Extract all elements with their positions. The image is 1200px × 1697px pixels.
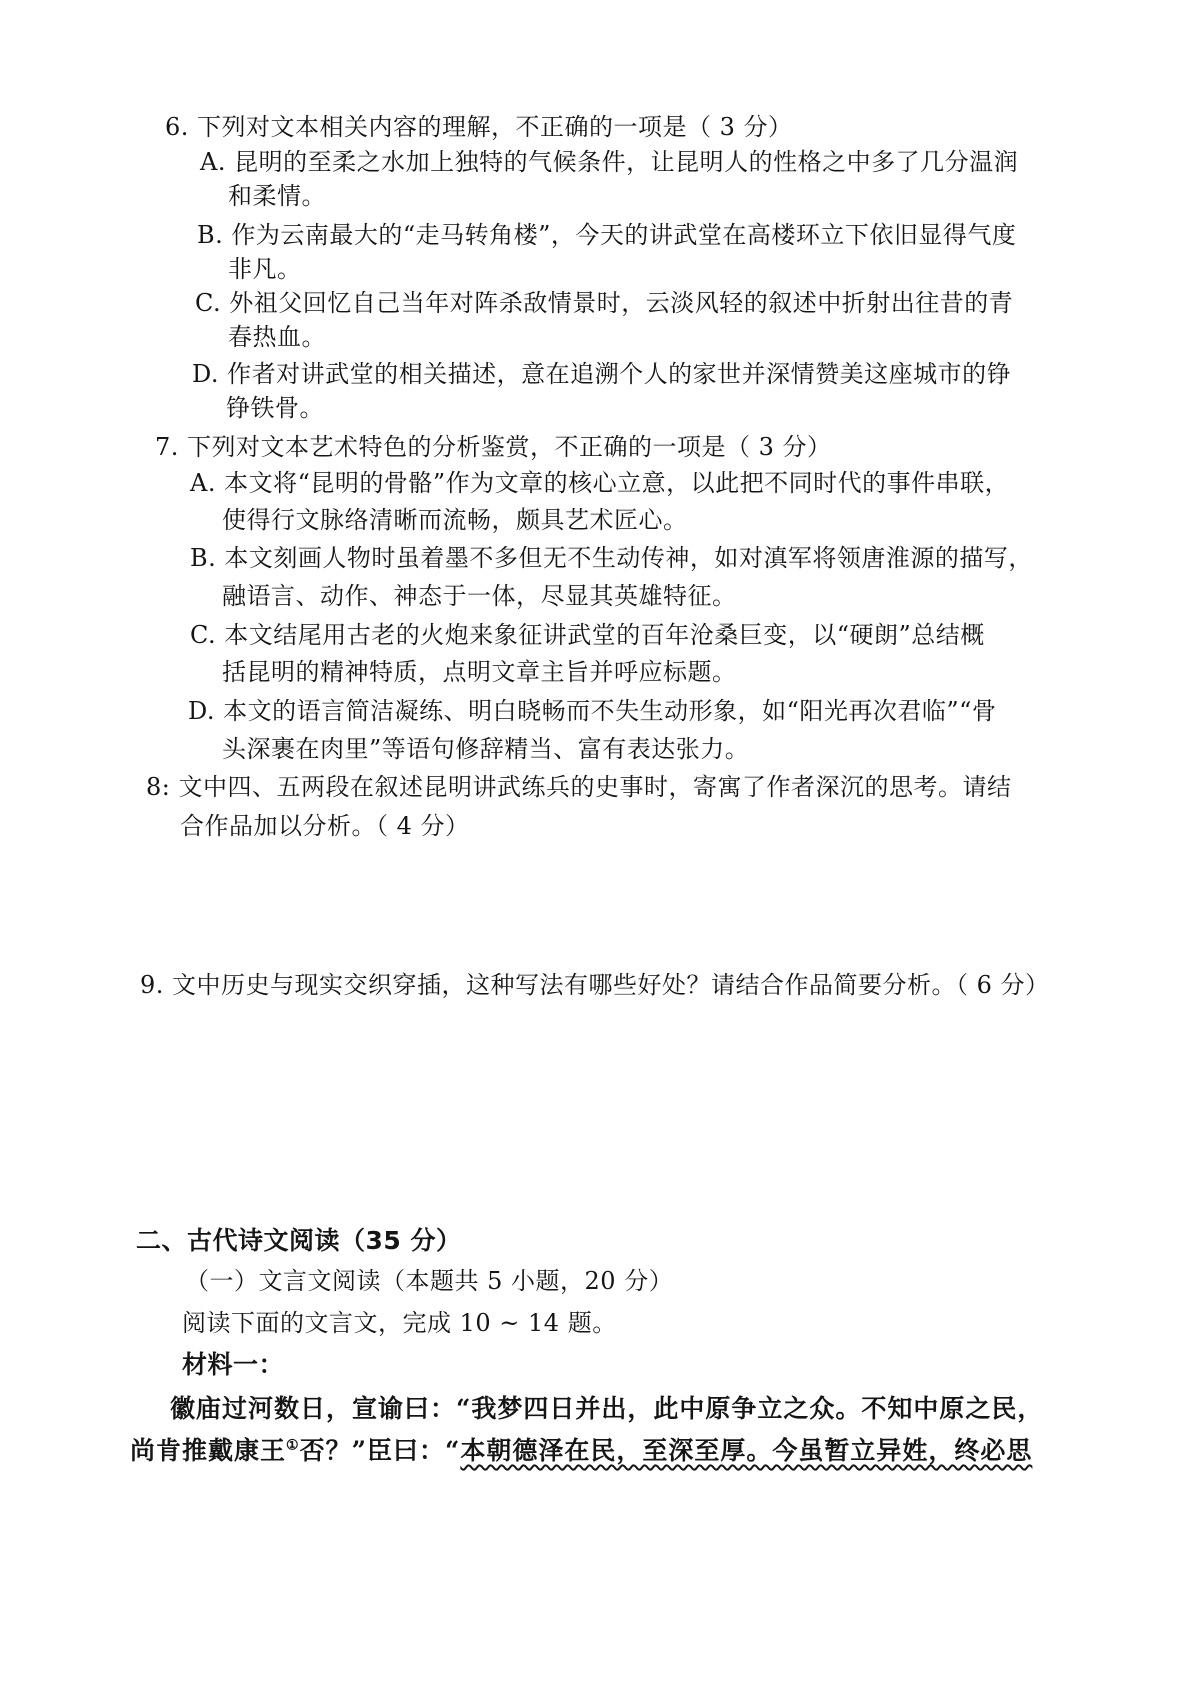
q6-stem: 6. 下列对文本相关内容的理解，不正确的一项是（ 3 分） bbox=[165, 113, 793, 141]
section2-subheading: （一）文言文阅读（本题共 5 小题，20 分） bbox=[185, 1267, 674, 1295]
q6-option-c-line1: C. 外祖父回忆自己当年对阵杀敌情景时，云淡风轻的叙述中折射出往昔的青 bbox=[195, 289, 1014, 317]
q7-option-a-line1: A. 本文将“昆明的骨骼”作为文章的核心立意，以此把不同时代的事件串联， bbox=[190, 469, 1010, 497]
q7-option-b-line2: 融语言、动作、神态于一体，尽显其英雄特征。 bbox=[222, 582, 737, 610]
section2-heading: 二、古代诗文阅读（35 分） bbox=[136, 1226, 462, 1255]
q7-option-b-line1: B. 本文刻画人物时虽着墨不多但无不生动传神，如对滇军将领唐淮源的描写， bbox=[190, 544, 1033, 572]
footnote-marker: ① bbox=[286, 1437, 300, 1454]
q6-option-a-line2: 和柔情。 bbox=[228, 182, 326, 210]
q6-option-c-line2: 春热血。 bbox=[228, 323, 326, 351]
wavy-underlined-text: 本朝德泽在民，至深至厚。今虽暂立异姓，终必思 bbox=[460, 1436, 1033, 1465]
material-label: 材料一： bbox=[182, 1350, 285, 1379]
q7-option-a-line2: 使得行文脉络清晰而流畅，颇具艺术匠心。 bbox=[222, 506, 688, 534]
q6-option-d-line1: D. 作者对讲武堂的相关描述，意在追溯个人的家世并深情赞美这座城市的铮 bbox=[192, 360, 1012, 388]
q6-option-b-line2: 非凡。 bbox=[228, 255, 302, 283]
q8-line1: 8: 文中四、五两段在叙述昆明讲武练兵的史事时，寄寓了作者深沉的思考。请结 bbox=[146, 773, 1012, 801]
material-paragraph-line2 bbox=[130, 1436, 1032, 1466]
q6-option-b-line1: B. 作为云南最大的“走马转角楼”，今天的讲武堂在高楼环立下依旧显得气度 bbox=[197, 221, 1017, 249]
q7-stem: 7. 下列对文本艺术特色的分析鉴赏，不正确的一项是（ 3 分） bbox=[155, 433, 832, 461]
q7-option-d-line1: D. 本文的语言简洁凝练、明白晓畅而不失生动形象，如“阳光再次君临”“骨 bbox=[188, 697, 997, 725]
q6-option-a-line1: A. 昆明的至柔之水加上独特的气候条件，让昆明人的性格之中多了几分温润 bbox=[200, 148, 1019, 176]
q6-option-d-line2: 铮铁骨。 bbox=[226, 394, 324, 422]
material-text: 尚肯推戴康王 bbox=[130, 1436, 287, 1465]
q7-option-c-line2: 括昆明的精神特质，点明文章主旨并呼应标题。 bbox=[222, 658, 737, 686]
material-paragraph-line1: 徽庙过河数日，宣谕曰：“我梦四日并出，此中原争立之众。不知中原之民， bbox=[170, 1394, 1044, 1423]
q7-option-c-line1: C. 本文结尾用古老的火炮来象征讲武堂的百年沧桑巨变，以“硬朗”总结概 bbox=[190, 621, 985, 649]
section2-instruction: 阅读下面的文言文，完成 10 ~ 14 题。 bbox=[182, 1309, 617, 1337]
material-text: 否？”臣曰：“ bbox=[299, 1436, 461, 1465]
q8-line2: 合作品加以分析。（ 4 分） bbox=[180, 812, 470, 840]
q9-line1: 9. 文中历史与现实交织穿插，这种写法有哪些好处？请结合作品简要分析。（ 6 分） bbox=[140, 971, 1050, 999]
q7-option-d-line2: 头深裹在肉里”等语句修辞精当、富有表达张力。 bbox=[222, 735, 750, 763]
